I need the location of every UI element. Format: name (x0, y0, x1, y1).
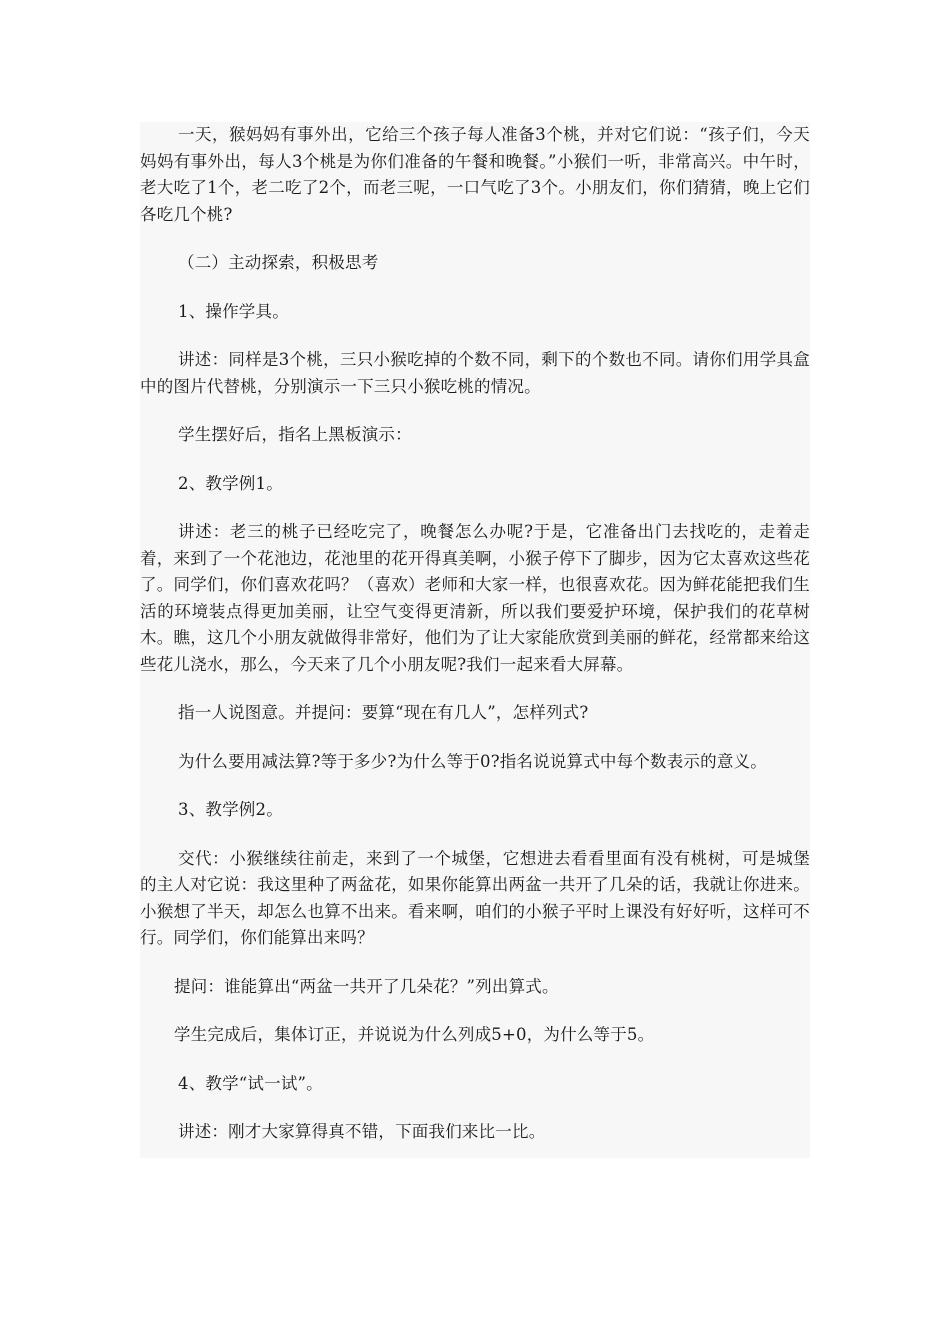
narration-paragraph: 讲述：刚才大家算得真不错，下面我们来比一比。 (178, 1122, 546, 1141)
step-heading: 4、教学“试一试”。 (178, 1073, 323, 1093)
question-paragraph: 指一人说图意。并提问：要算“现在有几人”，怎样列式? (178, 703, 589, 722)
question-paragraph: 为什么要用减法算?等于多少?为什么等于0?指名说说算式中每个数表示的意义。 (178, 751, 767, 771)
instruction-paragraph: 学生完成后，集体订正，并说说为什么列成5+0，为什么等于5。 (174, 1025, 655, 1044)
step-heading: 1、操作学具。 (178, 301, 289, 321)
narration-paragraph: 讲述：老三的桃子已经吃完了，晚餐怎么办呢?于是，它准备出门去找吃的，走着走着，来到了一个花池边，花池里的花开得真美啊，小猴子停下了脚步，因为它太喜欢这些花了。同学们，你们喜欢花吗？（喜欢）老师和大家一样，也很喜欢花。因为鲜花能把我们生活的环境装点得更加美丽，让空气变得更清新，所以我们要爱护环境，保护我们的花草树木。瞧，这几个小朋友就做得非常好，他们为了让大家能欣赏到美丽的鲜花，经常都来给这些花儿浇水，那么，今天来了几个小朋友呢?我们一起来看大屏幕。 (140, 522, 810, 674)
document-page (140, 122, 810, 1158)
instruction-paragraph: 学生摆好后，指名上黑板演示： (178, 425, 412, 444)
section-heading: （二）主动探索，积极思考 (178, 253, 379, 272)
question-paragraph: 提问：谁能算出“两盆一共开了几朵花？”列出算式。 (174, 976, 559, 996)
narration-paragraph: 交代：小猴继续往前走，来到了一个城堡，它想进去看看里面有没有桃树，可是城堡的主人对它说：我这里种了两盆花，如果你能算出两盆一共开了几朵的话，我就让你进来。小猴想了半天，却怎么也算不出来。看来啊，咱们的小猴子平时上课没有好好听，这样可不行。同学们，你们能算出来吗？ (140, 848, 810, 947)
story-paragraph: 一天，猴妈妈有事外出，它给三个孩子每人准备3个桃，并对它们说：“孩子们，今天妈妈有事外出，每人3个桃是为你们准备的午餐和晚餐。”小猴们一听，非常高兴。中午时，老大吃了1个，老二吃了2个，而老三呢，一口气吃了3个。小朋友们，你们猜猜，晚上它们各吃几个桃? (140, 125, 810, 224)
step-heading: 2、教学例1。 (178, 473, 283, 493)
narration-paragraph: 讲述：同样是3个桃，三只小猴吃掉的个数不同，剩下的个数也不同。请你们用学具盒中的图片代替桃，分别演示一下三只小猴吃桃的情况。 (140, 350, 810, 396)
step-heading: 3、教学例2。 (178, 800, 283, 819)
